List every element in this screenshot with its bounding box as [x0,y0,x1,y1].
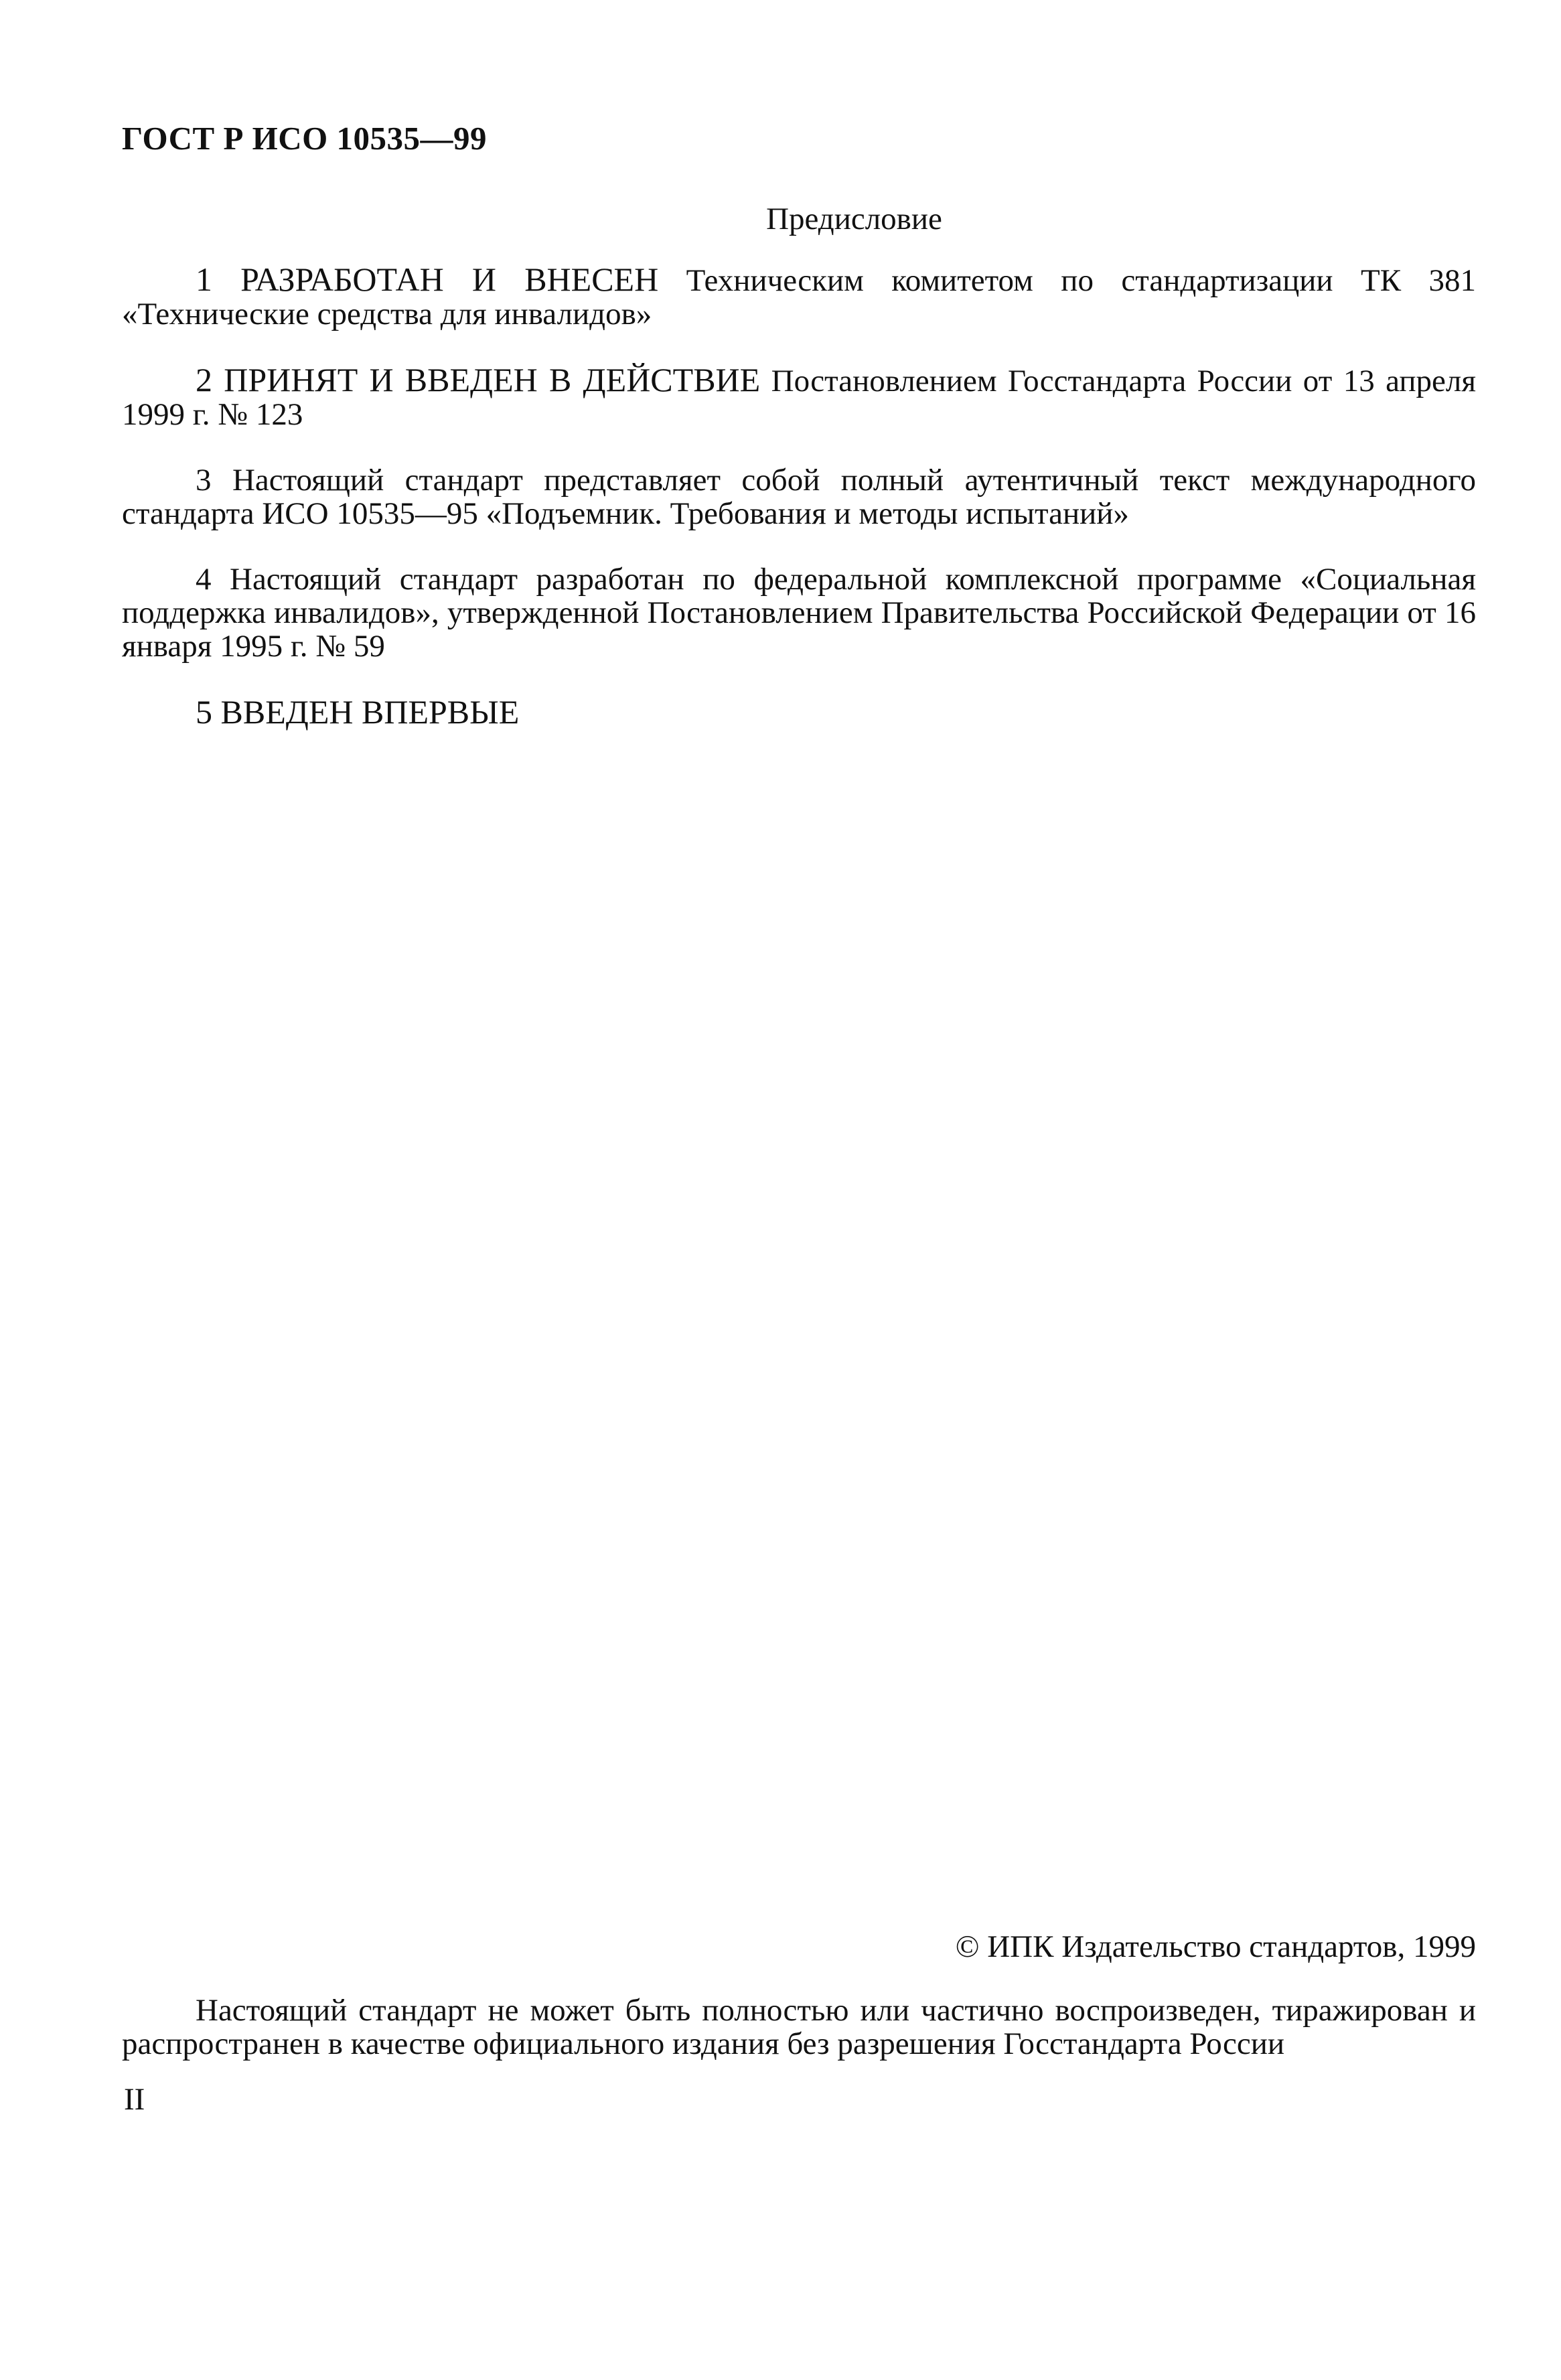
preface-title: Предисловие [766,202,942,236]
page-number: II [124,2082,145,2117]
preface-item-text: Настоящий стандарт представляет собой полный аутентичный текст международного стандарта ИСО 10535—95 «Подъемник. Требования и методы испытаний» [122,463,1476,531]
preface-item-lead: 4 [196,562,212,597]
copyright-line: © ИПК Издательство стандартов, 1999 [955,1929,1476,1964]
preface-item-lead: 2 ПРИНЯТ И ВВЕДЕН В ДЕЙСТВИЕ [196,361,761,398]
preface-items [122,263,1476,762]
preface-item [122,463,1476,530]
preface-item [122,695,1476,730]
preface-item-lead: 3 [196,463,212,498]
preface-item-lead: 1 РАЗРАБОТАН И ВНЕСЕН [196,261,659,298]
preface-item [122,263,1476,331]
reproduction-notice: Настоящий стандарт не может быть полностью или частично воспроизведен, тиражирован и распространен в качестве официального издания без разрешения Госстандарта России [122,1993,1476,2061]
document-code: ГОСТ Р ИСО 10535—99 [122,120,488,157]
preface-item-text: Техническим комитетом по стандартизации ТК 381 «Технические средства для инвалидов» [122,263,1476,331]
preface-item-text: Настоящий стандарт разработан по федеральной комплексной программе «Социальная поддержка инвалидов», утвержденной Постановлением Правительства Российской Федерации от 16 января 1995 г. № 59 [122,562,1476,664]
preface-item-lead: 5 ВВЕДЕН ВПЕРВЫЕ [196,693,520,731]
preface-item-text: Постановлением Госстандарта России от 13 апреля 1999 г. № 123 [122,364,1476,432]
preface-item [122,563,1476,663]
preface-item [122,363,1476,431]
